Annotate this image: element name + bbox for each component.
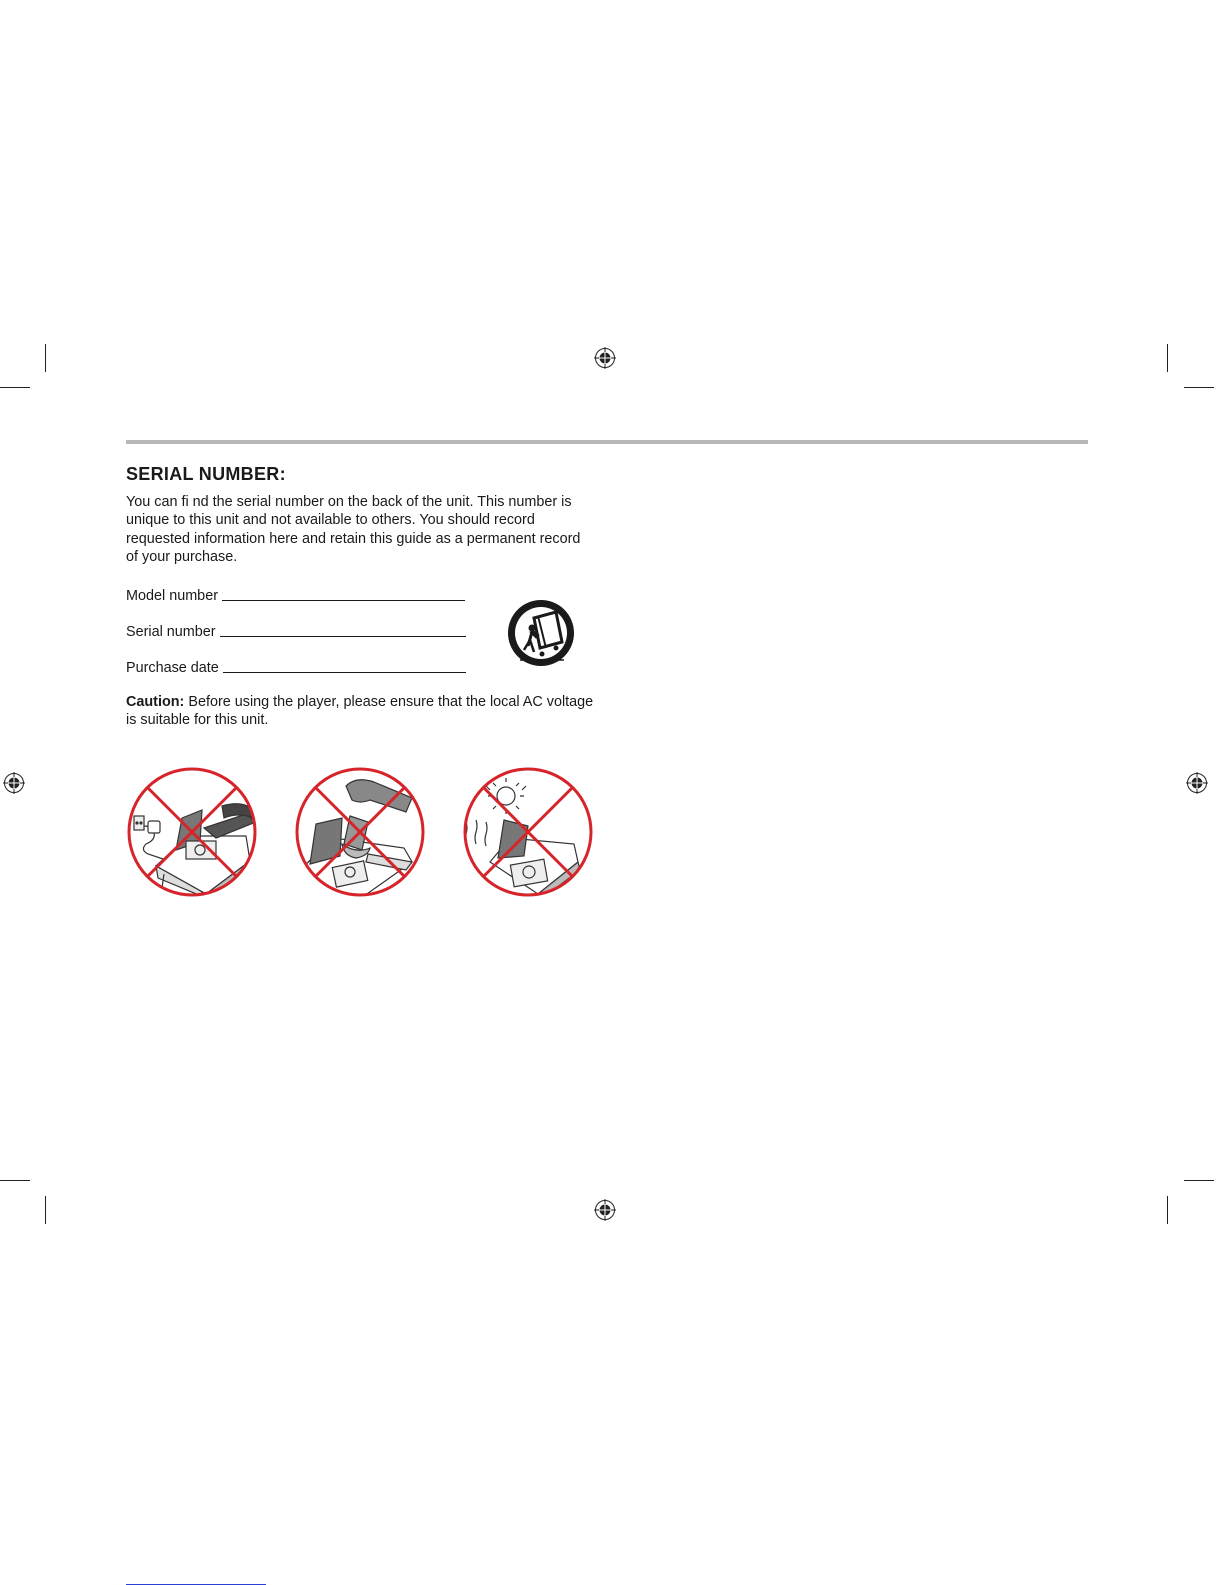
caution-note: [126, 693, 596, 730]
section-heading: SERIAL NUMBER:: [126, 464, 286, 484]
crop-mark-bottom-left-horizontal: [0, 1180, 30, 1181]
caution-text: Before using the player, please ensure that the local AC voltage is suitable for this unit.: [126, 694, 594, 729]
crop-mark-top-left-vertical: [45, 344, 46, 372]
crop-mark-bottom-right-vertical: [1167, 1196, 1168, 1224]
field-label: Serial number: [126, 624, 216, 640]
field-label: Model number: [126, 588, 218, 604]
no-direct-sunlight-icon: [462, 766, 594, 898]
registration-mark-icon: [594, 347, 616, 369]
field-label: Purchase date: [126, 660, 219, 676]
purchase-date-field: [126, 656, 466, 676]
model-number-field: [126, 584, 465, 604]
no-impact-icon: [294, 766, 426, 898]
serial-number-intro: You can fi nd the serial number on the back of the unit. This number is unique to this unit and not available to others. You should record requested information here and retain this guide as a permanent record of your purchase.: [126, 494, 581, 566]
crop-mark-bottom-right-horizontal: [1184, 1180, 1214, 1181]
write-in-line: [222, 600, 465, 601]
no-heat-source-icon: [126, 766, 258, 898]
caution-label: Caution:: [126, 694, 185, 710]
write-in-line: [223, 672, 466, 673]
cart-tip-over-warning-icon: [506, 598, 576, 668]
crop-mark-top-right-vertical: [1167, 344, 1168, 372]
header-rule: [126, 440, 1088, 444]
crop-mark-bottom-left-vertical: [45, 1196, 46, 1224]
serial-number-field: [126, 620, 466, 640]
write-in-line: [220, 636, 466, 637]
registration-mark-icon: [1186, 772, 1208, 794]
registration-mark-icon: [594, 1199, 616, 1221]
crop-mark-top-right-horizontal: [1184, 387, 1214, 388]
registration-mark-icon: [3, 772, 25, 794]
crop-mark-top-left-horizontal: [0, 387, 30, 388]
